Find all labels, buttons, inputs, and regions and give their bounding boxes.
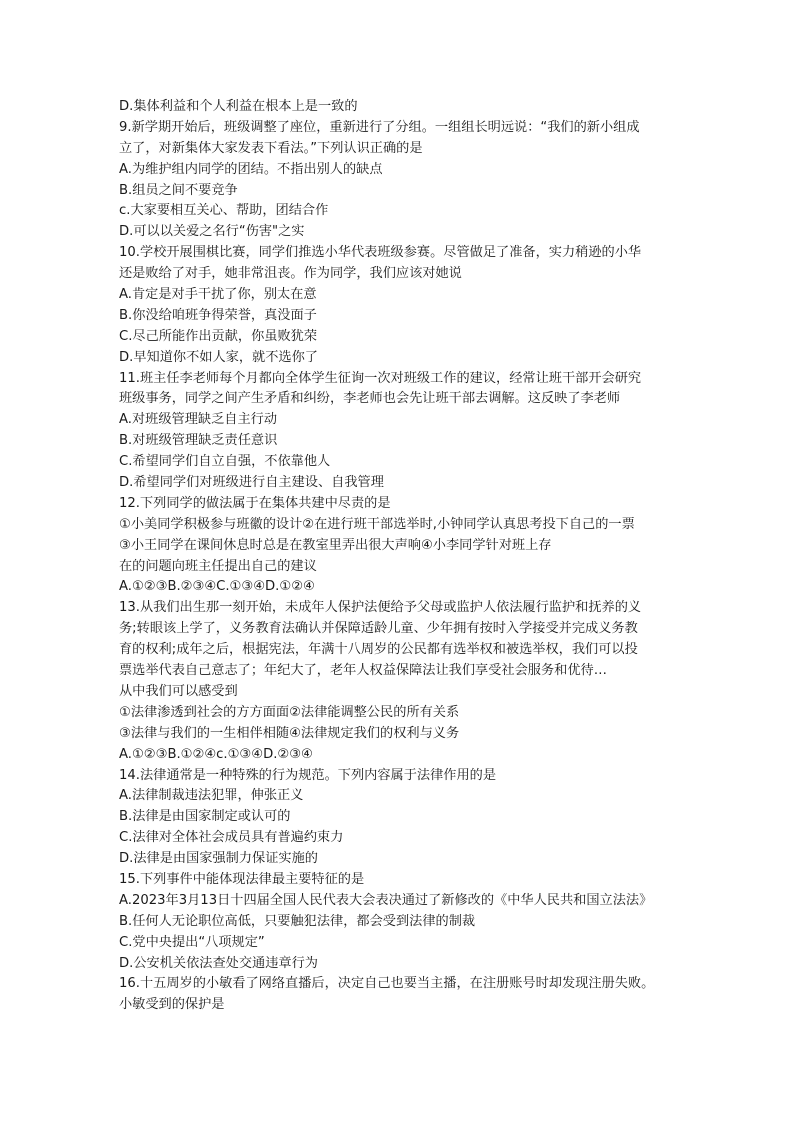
question-16-stem: 16.十五周岁的小敏看了网络直播后，决定自己也要当主播，在注册账号时却发现注册失败。 (119, 976, 655, 992)
text-line: ③法律与我们的一生相伴相随④法律规定我们的权利与义务 (119, 725, 460, 741)
option-line: C.党中央提出“八项规定” (119, 934, 265, 950)
option-line: D.可以以关爱之名行“伤害"之实 (119, 224, 305, 240)
text-line: 务;转眼该上学了，义务教育法确认并保障适龄儿童、少年拥有按时入学接受并完成义务教 (119, 621, 638, 637)
option-line: D.早知道你不如人家，就不选你了 (119, 349, 318, 365)
option-line: A.2023年3月13日十四届全国人民代表大会表决通过了新修改的《中华人民共和国立法法》 (119, 892, 653, 908)
text-line: 育的权利;成年之后，根据宪法，年满十八周岁的公民都有选举权和被选举权，我们可以投 (119, 642, 638, 658)
text-line: 小敏受到的保护是 (119, 997, 225, 1013)
question-11-stem: 11.班主任李老师每个月都向全体学生征询一次对班级工作的建议，经常让班干部开会研究 (119, 370, 642, 386)
option-line: A.①②③B.②③④C.①③④D.①②④ (119, 579, 315, 595)
text-line: 还是败给了对手，她非常沮丧。作为同学，我们应该对她说 (119, 266, 462, 282)
option-line: c.大家要相互关心、帮助，团结合作 (119, 203, 329, 219)
option-line: A.肯定是对手干扰了你，别太在意 (119, 287, 317, 303)
question-12-stem: 12.下列同学的做法属于在集体共建中尽责的是 (119, 495, 391, 511)
text-line: 票选举代表自己意志了；年纪大了，老年人权益保障法让我们享受社会服务和优待… (119, 663, 607, 679)
option-line: B.你没给咱班争得荣誉，真没面子 (119, 307, 317, 323)
option-line: C.法律对全体社会成员具有普遍约束力 (119, 830, 344, 846)
option-line: D.公安机关依法查处交通违章行为 (119, 955, 318, 971)
option-line: A.为维护组内同学的团结。不指出别人的缺点 (119, 161, 383, 177)
question-15-stem: 15.下列事件中能体现法律最主要特征的是 (119, 871, 365, 887)
option-line: A.①②③B.①②④c.①③④D.②③④ (119, 746, 313, 762)
option-line: D.希望同学们对班级进行自主建设、自我管理 (119, 475, 384, 491)
text-line: 从中我们可以感受到 (119, 683, 238, 699)
text-line: ①小美同学积极参与班徽的设计②在进行班干部选举时,小钟同学认真思考投下自己的一票 (119, 516, 635, 532)
option-line: D.法律是由国家强制力保证实施的 (119, 851, 318, 867)
text-line: 立了，对新集体大家发表下看法。”下列认识正确的是 (119, 140, 423, 156)
question-9-stem: 9.新学期开始后，班级调整了座位，重新进行了分组。一组组长明远说：“我们的新小组成 (119, 119, 640, 135)
text-line: 在的问题向班主任提出自己的建议 (119, 558, 317, 574)
text-line: D.集体利益和个人利益在根本上是一致的 (119, 99, 358, 114)
option-line: B.任何人无论职位高低，只要触犯法律，都会受到法律的制裁 (119, 913, 476, 929)
option-line: A.法律制裁违法犯罪，伸张正义 (119, 788, 304, 804)
question-10-stem: 10.学校开展围棋比赛，同学们推选小华代表班级参赛。尽管做足了准备，实力稍逊的小华 (119, 245, 642, 261)
exam-text-block (119, 97, 685, 1016)
option-line: B.对班级管理缺乏责任意识 (119, 433, 278, 449)
option-line: C.尽己所能作出贡献，你虽败犹荣 (119, 328, 318, 344)
option-line: C.希望同学们自立自强，不依靠他人 (119, 454, 331, 470)
text-line: ①法律渗透到社会的方方面面②法律能调整公民的所有关系 (119, 704, 460, 720)
option-line: B.组员之间不要竞争 (119, 182, 238, 198)
option-line: A.对班级管理缺乏自主行动 (119, 412, 278, 428)
option-line: B.法律是由国家制定或认可的 (119, 809, 291, 825)
question-13-stem: 13.从我们出生那一刻开始，未成年人保护法便给予父母或监护人依法履行监护和抚养的义 (119, 600, 642, 616)
question-14-stem: 14.法律通常是一种特殊的行为规范。下列内容属于法律作用的是 (119, 767, 497, 783)
text-line: 班级事务，同学之间产生矛盾和纠纷，李老师也会先让班干部去调解。这反映了李老师 (119, 391, 621, 407)
text-line: ③小王同学在课间休息时总是在教室里弄出很大声响④小李同学针对班上存 (119, 537, 552, 553)
